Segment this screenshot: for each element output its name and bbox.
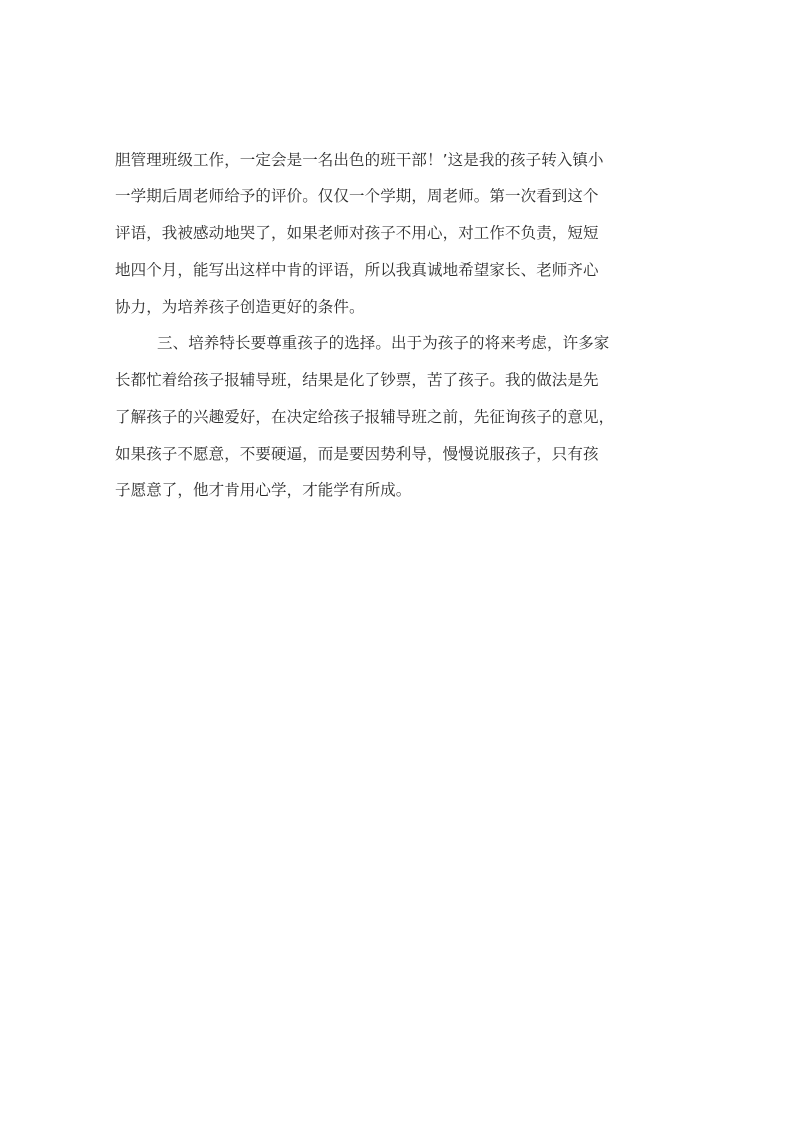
text-line: 胆管理班级工作，一定会是一名出色的班干部！’这是我的孩子转入镇小 xyxy=(115,151,604,169)
text-line: 如果孩子不愿意，不要硬逼，而是要因势利导，慢慢说服孩子，只有孩 xyxy=(115,445,599,463)
paragraph-start-line: 三、培养特长要尊重孩子的选择。出于为孩子的将来考虑，许多家 xyxy=(157,334,610,352)
text-line: 一学期后周老师给予的评价。仅仅一个学期，周老师。第一次看到这个 xyxy=(115,187,599,205)
text-line: 长都忙着给孩子报辅导班，结果是化了钞票，苦了孩子。我的做法是先 xyxy=(115,371,599,389)
text-line: 地四个月，能写出这样中肯的评语，所以我真诚地希望家长、老师齐心 xyxy=(115,261,599,279)
text-line: 子愿意了，他才肯用心学，才能学有所成。 xyxy=(115,481,412,499)
text-line: 评语，我被感动地哭了，如果老师对孩子不用心，对工作不负责，短短 xyxy=(115,224,599,242)
text-line: 了解孩子的兴趣爱好，在决定给孩子报辅导班之前，先征询孩子的意见， xyxy=(115,408,615,426)
text-line: 协力，为培养孩子创造更好的条件。 xyxy=(115,298,365,316)
